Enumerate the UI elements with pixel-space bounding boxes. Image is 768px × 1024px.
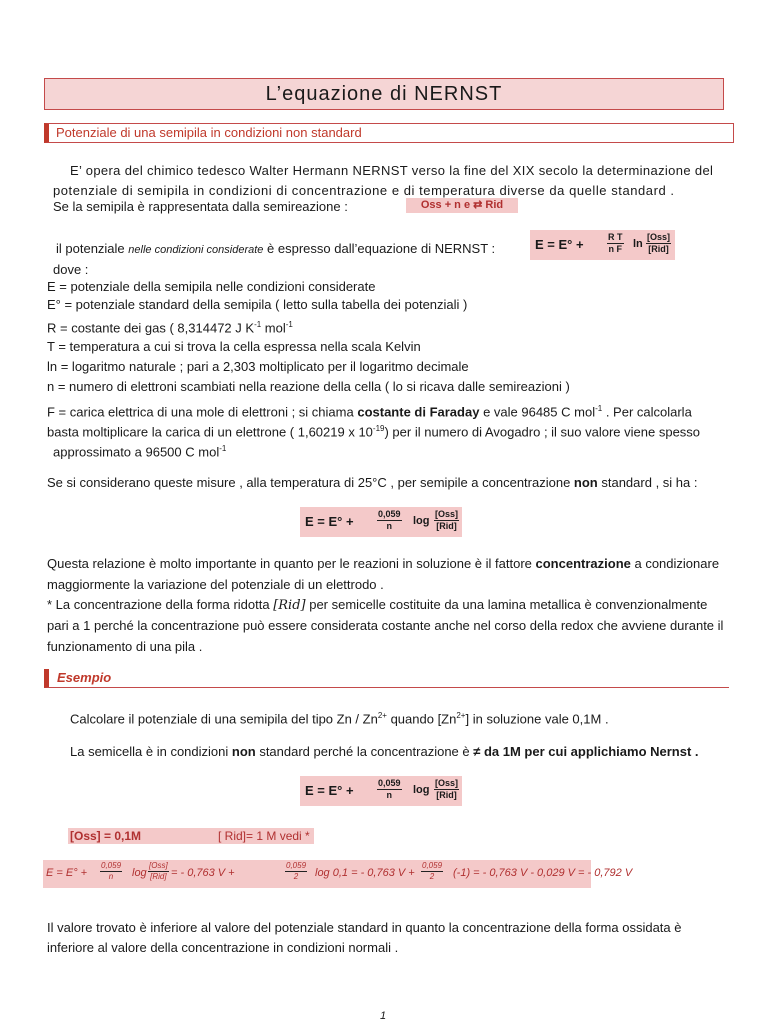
- rt-numerator: R T: [608, 232, 623, 242]
- def-R-sup2: -1: [285, 320, 293, 329]
- example-line2: [70, 741, 699, 762]
- intro-line-3: Se la semipila è rappresentata dalla semireazione :: [53, 199, 348, 214]
- def-F-d: . Per calcolarla: [602, 404, 692, 420]
- section-header: [44, 123, 734, 143]
- conclusion-line2: inferiore al valore della concentrazione in condizioni normali .: [47, 940, 399, 955]
- oss-concentration: [Oss] = 0,1M: [70, 829, 142, 843]
- formula3-qnum: [Oss]: [435, 778, 459, 788]
- formula2-fraction: [377, 509, 402, 532]
- formula3-quotient: [434, 778, 459, 801]
- rt-fraction: [607, 232, 624, 255]
- def-E0: E° = potenziale standard della semipila ( letto sulla tabella dei potenziali ): [47, 297, 468, 312]
- ex-l1-b: quando [Zn: [386, 711, 457, 727]
- para2-a: Questa relazione è molto importante in quanto per le reazioni in soluzione è il fattore: [47, 556, 536, 571]
- calc-frac1: [100, 861, 122, 882]
- def-F2-a: basta moltiplicare la carica di un elettrone ( 1,60219 x 10: [47, 424, 373, 440]
- formula-lhs: E = E° +: [535, 237, 584, 252]
- def-R: [47, 314, 293, 338]
- esempio-title: Esempio: [57, 670, 112, 685]
- oss-numerator: [Oss]: [647, 232, 671, 242]
- def-F3-a: approssimato a 96500 C mol: [53, 444, 220, 460]
- ex-l1-c: ] in soluzione vale 0,1M .: [465, 711, 609, 727]
- semireaction: Oss + n e ⇄ Rid: [406, 198, 518, 213]
- calc-qd: [Rid]: [150, 872, 167, 881]
- rid-concentration: [ Rid]= 1 M vedi *: [218, 829, 310, 843]
- temp-line: [47, 472, 697, 493]
- quotient-fraction: [646, 232, 671, 255]
- formula2-qden: [Rid]: [436, 521, 457, 531]
- def-n: n = numero di elettroni scambiati nella reazione della cella ( lo si ricava dalle semireazioni ): [47, 379, 570, 394]
- rid-denominator: [Rid]: [648, 244, 669, 254]
- ex-l2-d: ≠ da 1M per cui applichiamo Nernst .: [473, 744, 699, 759]
- def-E: E = potenziale della semipila nelle condizioni considerate: [47, 279, 376, 294]
- calculation: [43, 860, 633, 888]
- formula3-fraction: [377, 778, 402, 801]
- ex-l1-a: Calcolare il potenziale di una semipila del tipo Zn / Zn: [70, 711, 378, 727]
- formula2-qnum: [Oss]: [435, 509, 459, 519]
- calc-f: (-1) = - 0,763 V - 0,029 V = - 0,792 V: [453, 867, 633, 879]
- faraday-constant: costante di Faraday: [357, 404, 480, 420]
- calc-log: log: [132, 867, 147, 879]
- section-title: Potenziale di una semipila in condizioni non standard: [56, 125, 362, 140]
- formula3-log: log: [413, 784, 430, 796]
- ex-l2-c: standard perché la concentrazione è: [255, 744, 474, 759]
- def-F-line3: [53, 438, 226, 462]
- calc-n2: 0,059: [286, 861, 307, 870]
- nernst-intro: [56, 238, 495, 261]
- para2-line4: pari a 1 perché la concentrazione può essere considerata costante anche nel corso della redox che avviene durante il: [47, 618, 724, 633]
- example-line1: [70, 705, 609, 729]
- page-title: L’equazione di NERNST: [44, 78, 724, 110]
- para2-rid: [Rid]: [273, 598, 306, 613]
- para2-bold: concentrazione: [535, 556, 631, 571]
- ex-l1-sup2: 2+: [456, 711, 466, 720]
- nernst-intro-pre: il potenziale: [56, 241, 129, 256]
- formula3-lhs: E = E° +: [305, 783, 354, 798]
- temp-bold: non: [573, 475, 598, 490]
- para2-c: a condizionare: [630, 556, 720, 571]
- def-R-mid: mol: [261, 320, 286, 336]
- def-F-sup: -1: [595, 404, 603, 413]
- nernst-formula: [530, 230, 675, 260]
- def-R-sup1: -1: [254, 320, 262, 329]
- def-F-a: F = carica elettrica di una mole di elettroni ; si chiama: [47, 404, 358, 420]
- para2-line3: [47, 594, 707, 616]
- calc-n1: 0,059: [101, 861, 122, 870]
- def-T: T = temperatura a cui si trova la cella espressa nella scala Kelvin: [47, 339, 421, 354]
- ln-symbol: ln: [633, 238, 643, 250]
- def-F2-sup: -19: [372, 424, 385, 433]
- formula3-qden: [Rid]: [436, 790, 457, 800]
- conclusion-line1: Il valore trovato è inferiore al valore del potenziale standard in quanto la concentrazione della forma ossidata è: [47, 920, 682, 935]
- formula2-quotient: [434, 509, 459, 532]
- formula3-num: 0,059: [378, 778, 401, 788]
- para2-l3-c: per semicelle costituite da una lamina metallica è convenzionalmente: [305, 597, 708, 612]
- calc-quot: [148, 861, 169, 882]
- calc-qn: [Oss]: [149, 861, 168, 870]
- temp-post: standard , si ha :: [597, 475, 698, 490]
- nernst-intro-italic: nelle condizioni considerate: [128, 244, 264, 256]
- ex-l2-a: La semicella è in condizioni: [70, 744, 232, 759]
- calc-c: = - 0,763 V +: [171, 867, 235, 879]
- esempio-header: [44, 669, 729, 688]
- formula2-log: log: [413, 515, 430, 527]
- calc-d1: n: [108, 872, 114, 881]
- nernst-formula-example: [300, 776, 462, 806]
- calc-d3: 2: [429, 872, 435, 881]
- para2-l3-a: * La concentrazione della forma ridotta: [47, 597, 274, 612]
- intro-line-1: E’ opera del chimico tedesco Walter Hermann NERNST verso la fine del XIX secolo la determinazione del: [70, 163, 714, 178]
- formula2-num: 0,059: [378, 509, 401, 519]
- calc-d2: 2: [293, 872, 299, 881]
- formula2-lhs: E = E° +: [305, 514, 354, 529]
- intro-line-2: potenziale di semipila in condizioni di concentrazione e di temperatura diverse da quelle standard .: [53, 183, 675, 198]
- para2-line2: maggiormente la variazione del potenziale di un elettrodo .: [47, 577, 384, 592]
- calc-lhs: E = E° +: [46, 867, 88, 879]
- dove-label: dove :: [53, 262, 89, 277]
- def-F-c: e vale 96485 C mol: [479, 404, 596, 420]
- def-F3-sup: -1: [219, 444, 227, 453]
- calc-n3: 0,059: [422, 861, 443, 870]
- para2-line1: [47, 553, 719, 574]
- temp-pre: Se si considerano queste misure , alla temperatura di 25°C , per semipile a concentrazione: [47, 475, 574, 490]
- calc-e: log 0,1 = - 0,763 V +: [315, 867, 415, 879]
- page-number: 1: [380, 1010, 387, 1022]
- calc-frac2: [285, 861, 307, 882]
- def-F2-b: ) per il numero di Avogadro ; il suo valore viene spesso: [384, 424, 701, 440]
- formula3-den: n: [386, 790, 393, 800]
- nernst-formula-25c: [300, 507, 462, 537]
- formula2-den: n: [386, 521, 393, 531]
- para2-line5: funzionamento di una pila .: [47, 639, 203, 654]
- calc-frac3: [421, 861, 443, 882]
- ex-l1-sup: 2+: [377, 711, 387, 720]
- def-R-text: R = costante dei gas ( 8,314472 J K: [47, 320, 255, 336]
- ex-l2-bold: non: [231, 744, 256, 759]
- def-ln: ln = logaritmo naturale ; pari a 2,303 moltiplicato per il logaritmo decimale: [47, 359, 469, 374]
- nf-denominator: n F: [608, 244, 622, 254]
- nernst-intro-post: è espresso dall’equazione di NERNST :: [263, 241, 496, 256]
